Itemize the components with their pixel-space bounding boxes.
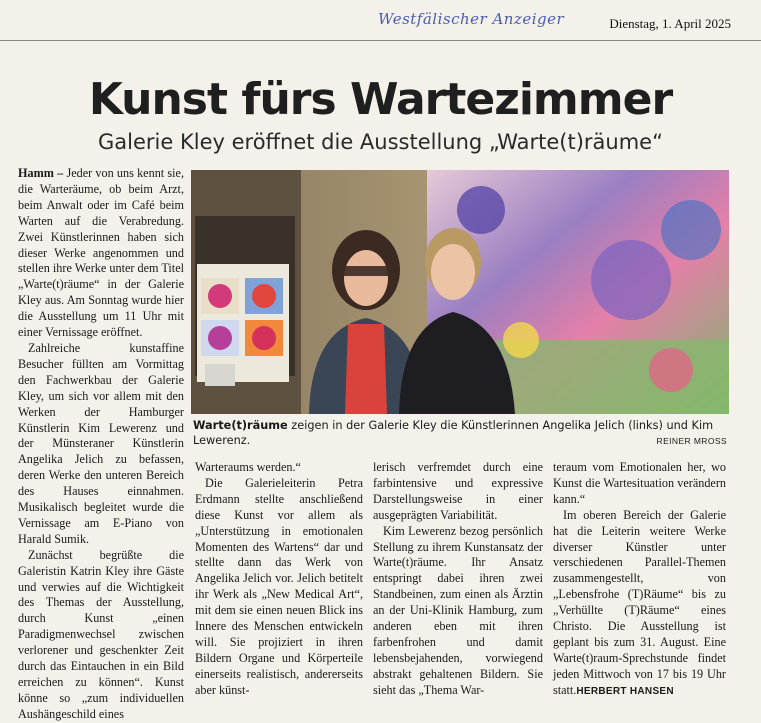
article-column-2 xyxy=(195,460,363,699)
paragraph-2: Zahlreiche kunstaffine Besucher füllten am Vormittag den Fachwerkbau der Galerie Kley, um sich vor allem mit den Werken der Hamburger Künstlerin Kim Lewerenz und der Münsteraner Künstlerin Angelika Jelich zu befassen, deren Werke den unteren Bereich des Hauses einnahmen. Musikalisch begleitet wurde die Vernissage am E-Piano von Harald Sumik. xyxy=(18,340,184,546)
article-column-1 xyxy=(18,166,184,723)
header-rule xyxy=(0,40,761,41)
paragraph-9: Im oberen Bereich der Galerie hat die Leiterin weitere Werke diverser Künstler unter verschiedenen Parallel-Themen zusammengestellt, von „Lebensfrohe (T)Räume“ bis zu „Verhüllte (T)Räume“ eines Christo. Die Ausstellung ist geplant bis zum 31. August. Eine Warte(t)raum-Sprechstunde findet jeden Mittwoch von 17 bis 19 Uhr statt.HERBERT HANSEN xyxy=(553,507,726,697)
article-photo xyxy=(191,170,729,414)
paragraph-6: lerisch verfremdet durch eine farbintensive und expressive Darstellungsweise in einer ausgeprägten Variabilität. xyxy=(373,460,543,522)
photo-credit: REINER MROSS xyxy=(656,436,727,446)
paragraph-8: teraum vom Emotionalen her, wo Kunst die Wartesituation verändern kann.“ xyxy=(553,460,726,506)
page-header xyxy=(0,0,761,40)
issue-date: Dienstag, 1. April 2025 xyxy=(609,16,731,31)
caption-title: Warte(t)räume xyxy=(193,419,288,432)
paragraph-1: Hamm – Jeder von uns kennt sie, die Warteräume, ob beim Arzt, beim Anwalt oder im Café beim Warten auf die Verabredung. Zwei Künstlerinnen haben sich dieser Werke angenommen und stellen ihre Werke unter dem Titel „Warte(t)räume“ in der Galerie Kley aus. Am Sonntag wurde hier die Ausstellung um 11 Uhr mit einer Vernissage eröffnet. xyxy=(18,166,184,340)
headline: Kunst fürs Wartezimmer xyxy=(88,74,673,125)
photo-illustration xyxy=(191,170,729,414)
paragraph-3: Zunächst begrüßte die Galeristin Katrin Kley ihre Gäste und verwies auf die Wichtigkeit des Themas der Ausstellung, durch Kunst „einen Paradigmenwechsel zwischen verlorener und geschenkter Zeit durch das Eintauchen in ein Bild erreichen zu können“. Kunst könne so „zum individuellen Aushängeschild eines xyxy=(18,547,184,721)
subheadline: Galerie Kley eröffnet die Ausstellung „Warte(t)räume“ xyxy=(98,130,663,154)
caption-text: zeigen in der Galerie Kley die Künstlerinnen Angelika Jelich (links) und Kim Lewerenz. xyxy=(193,419,714,447)
photo-caption xyxy=(193,418,727,448)
paragraph-5: Die Galerieleiterin Petra Erdmann stellte anschließend diese Kunst vor allem als „Unterstützung in emotionalen Momenten des Wartens“ dar und stellte dann das Werk von Angelika Jelich vor. Jelich betitelt ihr Werk als „New Medical Art“, mit dem sie einen neuen Blick ins Innere des Menschen entwickeln will. Sie projiziert in ihren Bildern Organe und Körperteile einerseits realistisch, andererseits aber künst- xyxy=(195,475,363,697)
paragraph-7: Kim Lewerenz bezog persönlich Stellung zu ihrem Kunstansatz der Warte(t)räume. Ihr Ansatz entspringt dabei ihren zwei Standbeinen, zum einen als Ärztin an der Uni-Klinik Hamburg, zum anderen eben mit ihren farbenfrohen und damit lebensbejahenden, vorwiegend abstrakt gehaltenen Bildern. Sie sieht das „Thema War- xyxy=(373,523,543,697)
article-column-4 xyxy=(553,460,726,700)
article-column-3 xyxy=(373,460,543,699)
dateline: Hamm – xyxy=(18,166,64,180)
byline: HERBERT HANSEN xyxy=(576,685,674,697)
paragraph-4: Warteraums werden.“ xyxy=(195,460,301,474)
masthead: Westfälischer Anzeiger xyxy=(378,10,565,28)
